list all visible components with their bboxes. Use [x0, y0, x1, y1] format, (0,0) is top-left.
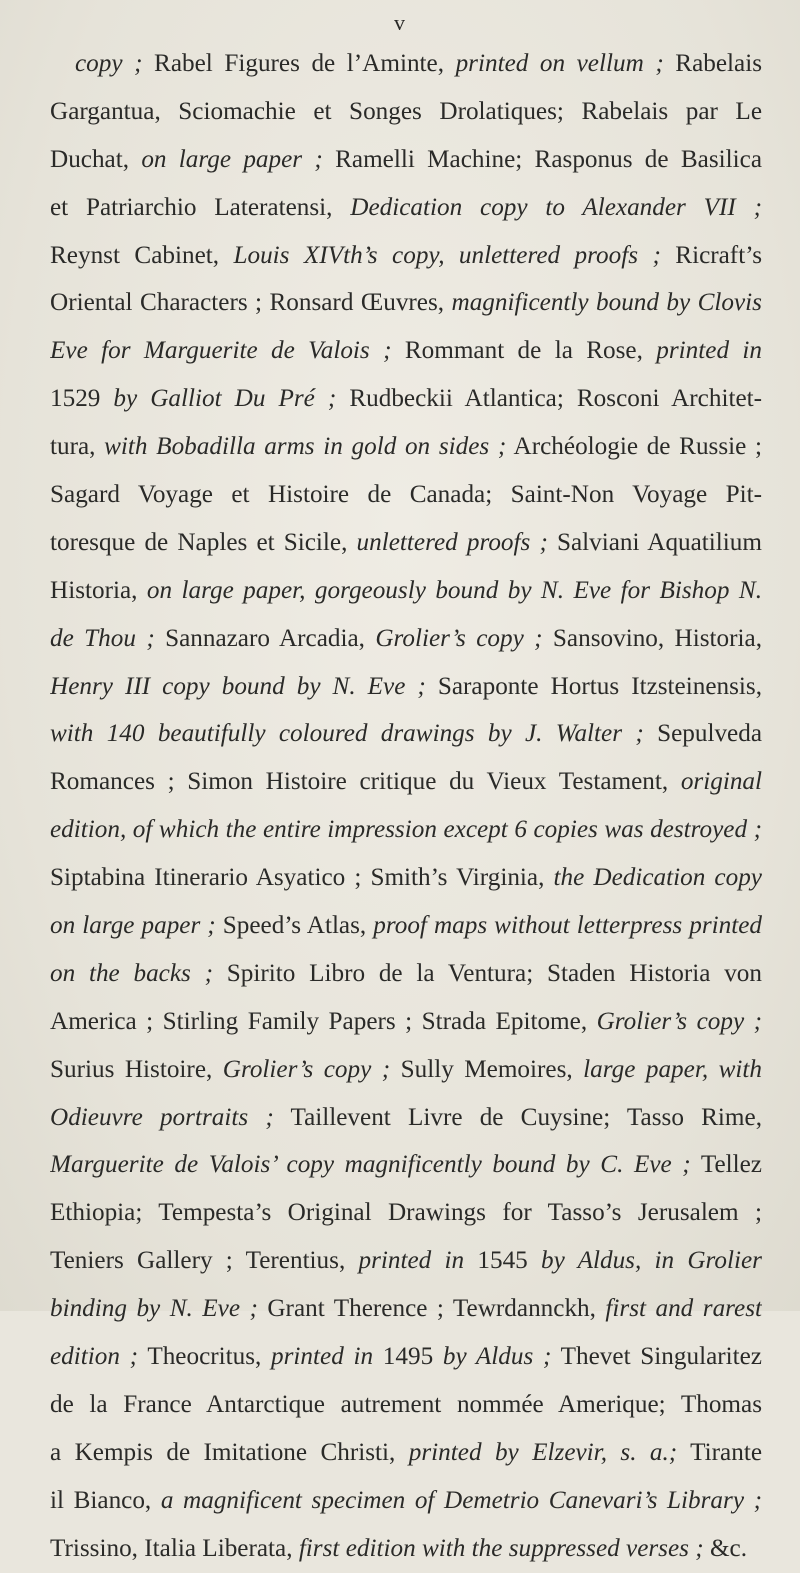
italic-text-segment: a magnificent specimen of Demetrio Canevari’s Library ; [160, 1486, 762, 1514]
text-line [50, 1285, 762, 1333]
italic-text-segment: on large paper ; [50, 912, 216, 940]
text-segment: Rommant de la Rose, [391, 337, 657, 365]
text-line [50, 1141, 762, 1189]
text-segment: Teniers Gallery ; Terentius, [50, 1247, 359, 1275]
italic-text-segment: on large paper ; [141, 145, 323, 173]
text-line [50, 567, 762, 615]
italic-text-segment: printed by Elzevir, s. a.; [408, 1438, 678, 1466]
text-segment: 1495 [373, 1343, 443, 1371]
text-segment: 1545 [464, 1247, 542, 1275]
text-line [50, 184, 762, 232]
italic-text-segment: by Aldus ; [442, 1343, 552, 1371]
italic-text-segment: magnificently bound by Clovis [451, 289, 762, 317]
text-line [50, 1429, 762, 1477]
text-segment: Thevet Singularitez [551, 1343, 762, 1371]
italic-text-segment: printed in [358, 1247, 465, 1275]
text-line [50, 710, 762, 758]
text-line [50, 1046, 762, 1094]
text-segment: Speed’s Atlas, [215, 912, 374, 940]
text-segment: Sully Memoires, [390, 1055, 584, 1083]
text-segment: a Kempis de Imitatione Christi, [50, 1438, 409, 1466]
italic-text-segment: edition, of which the entire impression except 6 copies was destroyed ; [50, 816, 762, 844]
italic-text-segment: by Aldus, in Grolier [541, 1247, 762, 1275]
italic-text-segment: Louis XIVth’s copy, unlettered proofs ; [233, 241, 661, 269]
italic-text-segment: binding by N. Eve ; [50, 1295, 258, 1323]
italic-text-segment: Dedication copy to Alexander VII ; [350, 193, 762, 221]
italic-text-segment: on large paper, gorgeously bound by N. Eve for Bishop N. [146, 576, 762, 604]
text-line [50, 471, 762, 519]
text-line [50, 1525, 762, 1573]
text-line [50, 88, 762, 136]
text-segment: Ricraft’s [660, 241, 762, 269]
text-segment: Oriental Characters ; Ronsard Œuvres, [50, 289, 452, 317]
text-segment: Tirante [677, 1438, 762, 1466]
text-segment: toresque de Naples et Sicile, [50, 528, 357, 556]
text-segment: tura, [50, 433, 105, 461]
text-segment: et Patriarchio Lateratensi, [50, 193, 351, 221]
italic-text-segment: printed in [656, 337, 762, 365]
italic-text-segment: first and rarest [605, 1295, 762, 1323]
italic-text-segment: with 140 beautifully coloured drawings by J. Walter ; [50, 720, 644, 748]
text-line [50, 902, 762, 950]
italic-text-segment: Grolier’s copy ; [375, 624, 543, 652]
text-segment: Ethiopia; Tempesta’s Original Drawings for Tasso’s Jerusalem ; [50, 1199, 762, 1227]
text-segment: Theocritus, [138, 1343, 272, 1371]
text-segment: Romances ; Simon Histoire critique du Vieux Testament, [50, 768, 681, 796]
italic-text-segment: proof maps without letterpress printed [373, 912, 762, 940]
italic-text-segment: Grolier’s copy ; [596, 1007, 762, 1035]
italic-text-segment: Henry III copy bound by N. Eve ; [50, 672, 426, 700]
italic-text-segment: printed on vellum ; [455, 50, 664, 77]
text-segment: Spirito Libro de la Ventura; Staden Historia von [213, 959, 762, 987]
text-line [50, 1477, 762, 1525]
text-segment: Gargantua, Sciomachie et Songes Drolatiques; Rabelais par Le [50, 97, 762, 125]
italic-text-segment: Marguerite de Valois’ copy magnificently bound by C. Eve ; [50, 1151, 691, 1179]
italic-text-segment: unlettered proofs ; [356, 528, 548, 556]
text-segment: Reynst Cabinet, [50, 241, 234, 269]
text-line [50, 950, 762, 998]
text-segment: Historia, [50, 576, 147, 604]
page-number: v [394, 10, 406, 35]
text-segment: Sansovino, Historia, [542, 624, 762, 652]
italic-text-segment: de Thou ; [50, 624, 155, 652]
text-segment: Ramelli Machine; Rasponus de Basilica [322, 145, 762, 173]
text-segment: Surius Histoire, [50, 1055, 223, 1083]
text-line [50, 663, 762, 711]
italic-text-segment: large paper, with [583, 1055, 762, 1083]
text-line [50, 40, 762, 88]
text-line [50, 1237, 762, 1285]
text-line [50, 1333, 762, 1381]
text-segment: America ; Stirling Family Papers ; Strada Epitome, [50, 1007, 597, 1035]
text-line [50, 375, 762, 423]
text-line [50, 136, 762, 184]
text-segment: de la France Antarctique autrement nommée Amerique; Thomas [50, 1390, 762, 1418]
italic-text-segment: Odieuvre portraits ; [50, 1103, 274, 1131]
italic-text-segment: first edition with the suppressed verses ; [298, 1534, 704, 1562]
text-segment: Trissino, Italia Liberata, [50, 1534, 299, 1562]
text-line [50, 1189, 762, 1237]
text-segment: Saraponte Hortus Itzsteinensis, [425, 672, 762, 700]
text-segment: Rabel Figures de l’Aminte, [142, 50, 456, 77]
italic-text-segment: with Bobadilla arms in gold on sides ; [104, 433, 507, 461]
italic-text-segment: edition ; [50, 1343, 139, 1371]
text-line [50, 327, 762, 375]
text-segment: &c. [703, 1534, 748, 1562]
text-segment: Rudbeckii Atlantica; Rosconi Architet- [336, 385, 762, 413]
text-segment: Grant Therence ; Tewrdannckh, [257, 1295, 606, 1323]
text-segment: Duchat, [50, 145, 142, 173]
italic-text-segment: by Galliot Du Pré ; [113, 385, 337, 413]
text-line [50, 615, 762, 663]
text-segment: 1529 [50, 385, 114, 413]
text-line [50, 854, 762, 902]
text-line [50, 998, 762, 1046]
text-line [50, 1094, 762, 1142]
italic-text-segment: printed in [271, 1343, 374, 1371]
italic-text-segment: on the backs ; [50, 959, 213, 987]
text-segment: Sannazaro Arcadia, [154, 624, 376, 652]
text-segment: Tellez [690, 1151, 762, 1179]
italic-text-segment: copy ; [75, 50, 143, 77]
text-segment: Rabelais [663, 50, 762, 77]
text-line [50, 519, 762, 567]
text-line [50, 423, 762, 471]
text-segment: Sepulveda [643, 720, 762, 748]
text-segment: Sagard Voyage et Histoire de Canada; Saint-Non Voyage Pit- [50, 481, 762, 509]
italic-text-segment: original [680, 768, 762, 796]
catalogue-text [50, 40, 762, 1573]
text-line [50, 1381, 762, 1429]
italic-text-segment: Eve for Marguerite de Valois ; [50, 337, 392, 365]
text-line [50, 806, 762, 854]
text-line [50, 232, 762, 280]
text-segment: Taillevent Livre de Cuysine; Tasso Rime, [273, 1103, 762, 1131]
text-line [50, 758, 762, 806]
text-segment: Siptabina Itinerario Asyatico ; Smith’s Virginia, [50, 864, 554, 892]
italic-text-segment: the Dedication copy [553, 864, 762, 892]
text-segment: Archéologie de Russie ; [506, 433, 762, 461]
text-line [50, 279, 762, 327]
text-segment: Salviani Aquatilium [547, 528, 762, 556]
italic-text-segment: Grolier’s copy ; [222, 1055, 391, 1083]
text-segment: il Bianco, [50, 1486, 161, 1514]
